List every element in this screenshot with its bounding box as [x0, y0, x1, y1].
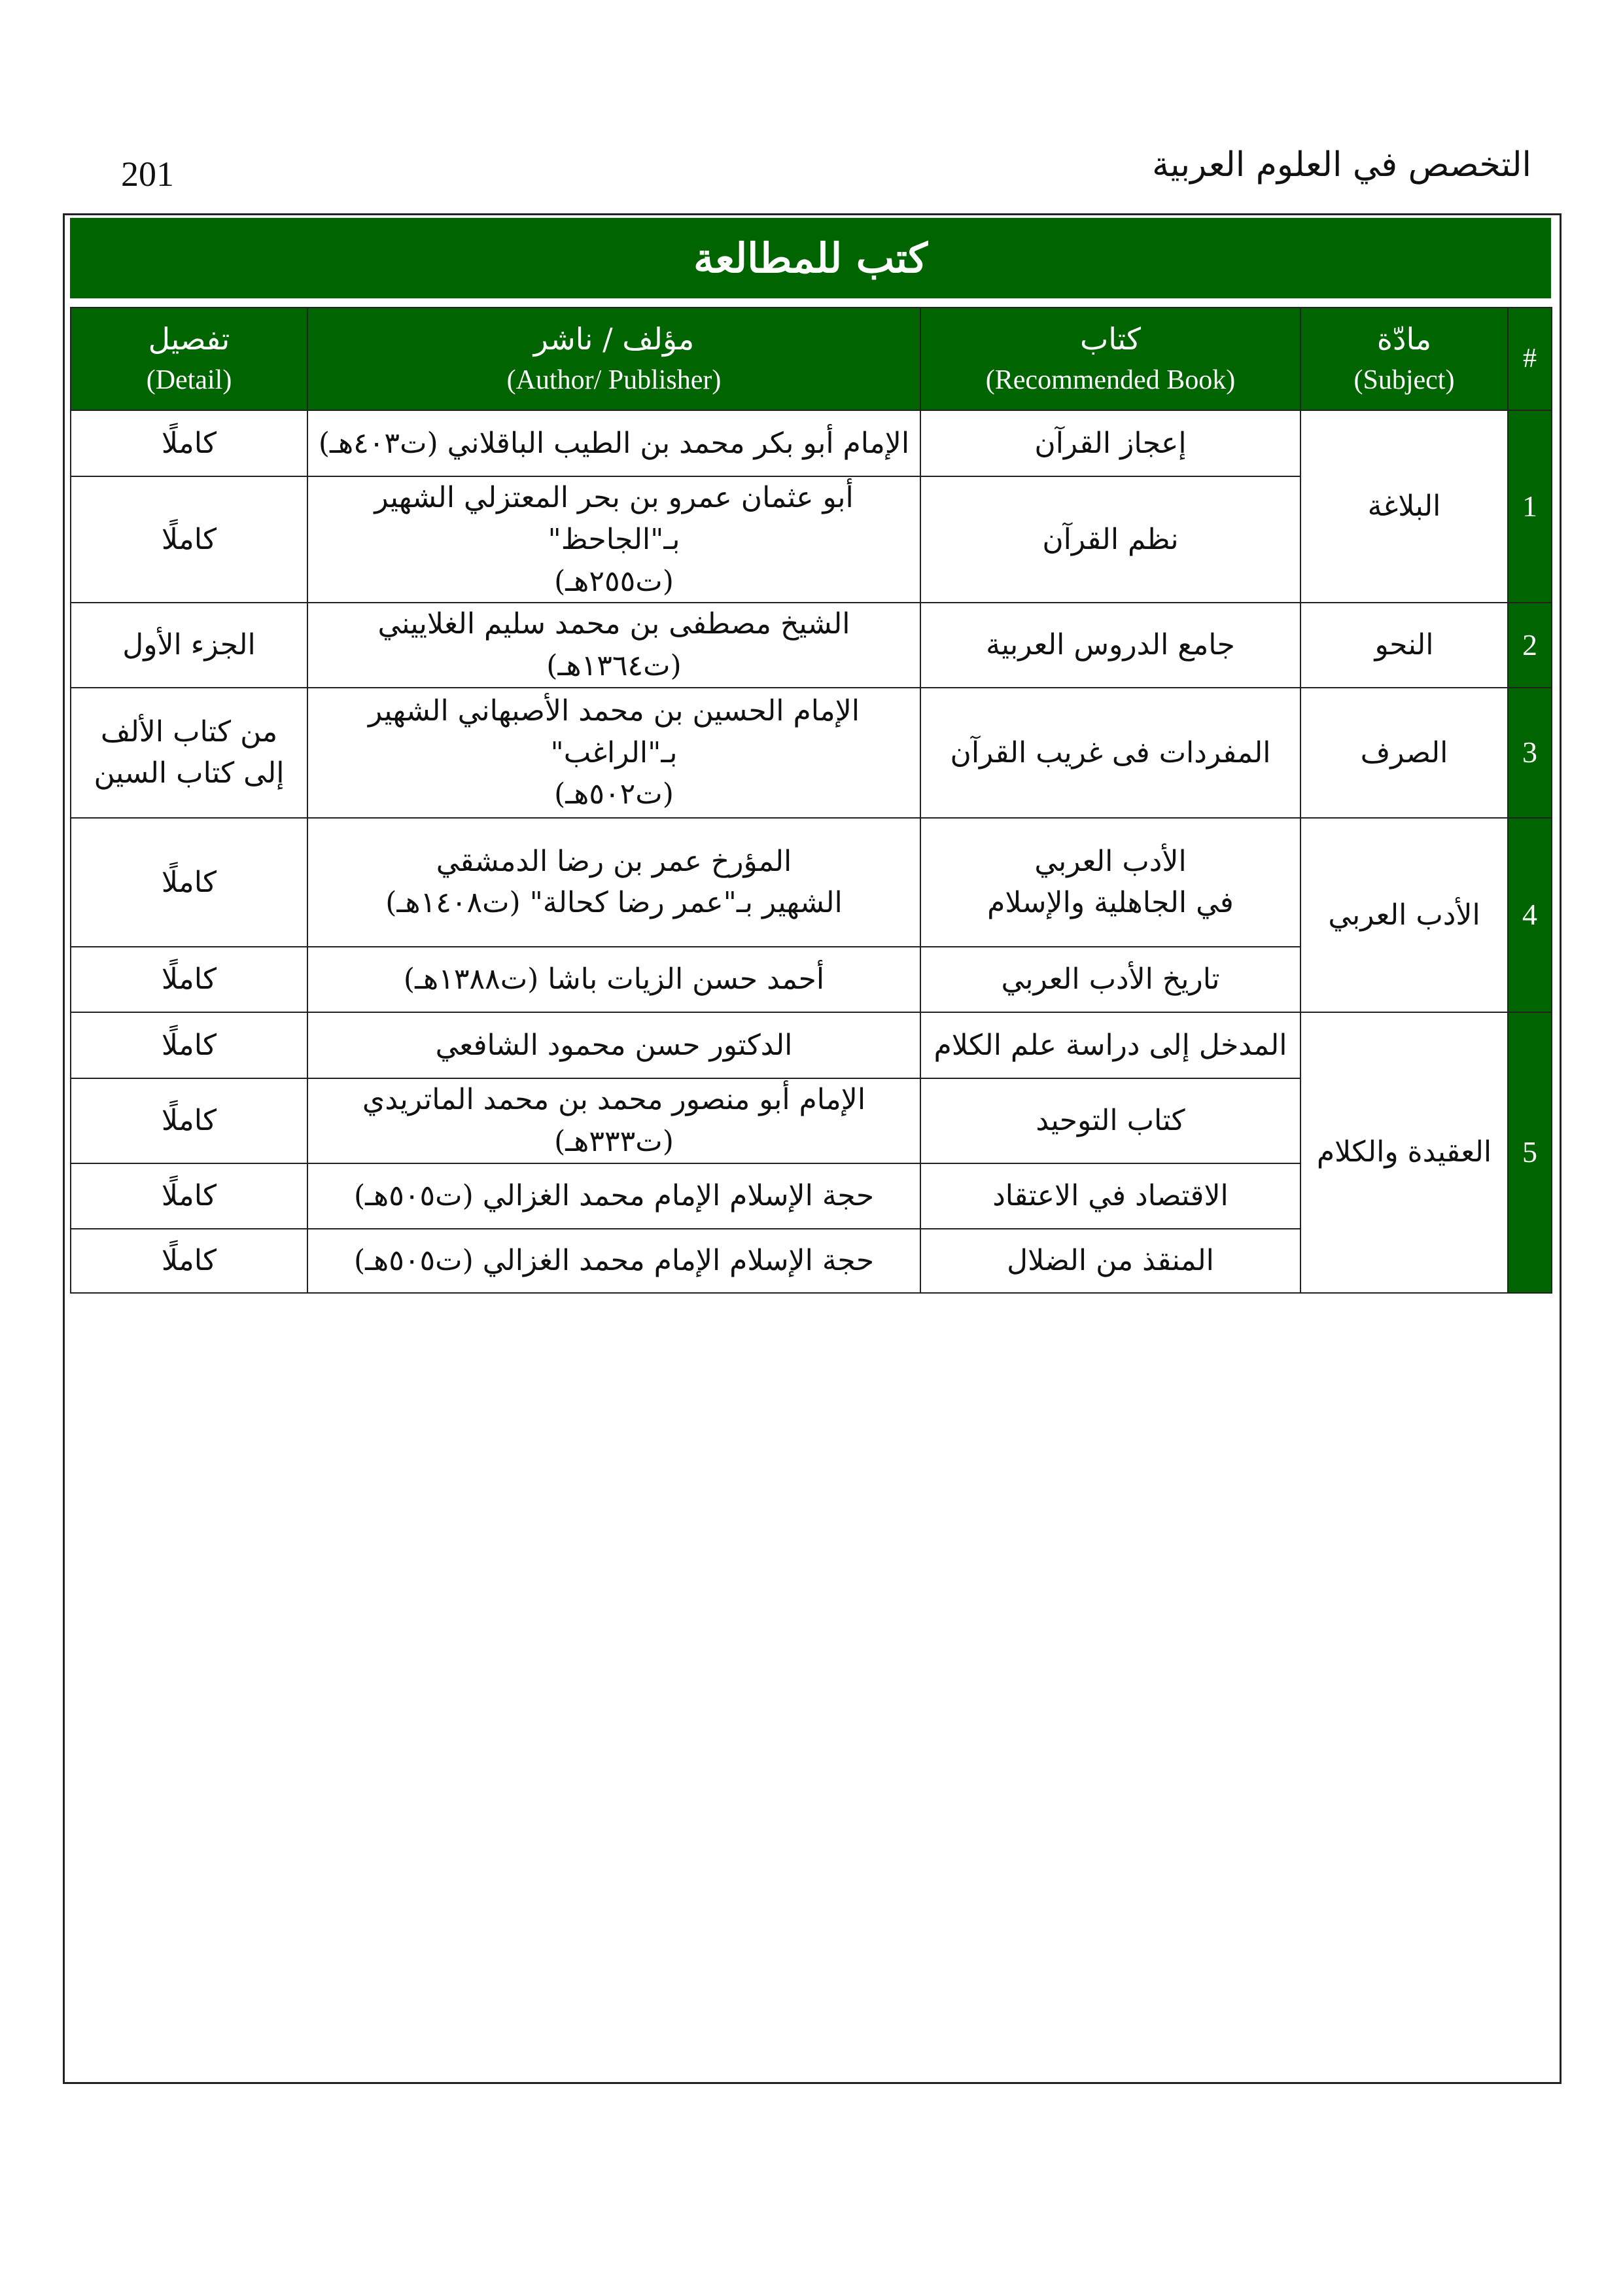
- header-book: كتاب (Recommended Book): [920, 308, 1300, 410]
- book-cell: [920, 603, 1300, 688]
- row-number: 2: [1508, 603, 1552, 688]
- detail-line: كاملًا: [161, 522, 217, 556]
- header-subject: مادّة (Subject): [1300, 308, 1508, 410]
- book-line: المدخل إلى دراسة علم الكلام: [934, 1028, 1287, 1062]
- detail-cell: [71, 410, 307, 476]
- detail-cell: [71, 476, 307, 603]
- book-line: الاقتصاد في الاعتقاد: [992, 1178, 1229, 1212]
- book-cell: [920, 476, 1300, 603]
- detail-line: كاملًا: [161, 865, 217, 899]
- book-line: المنقذ من الضلال: [1007, 1243, 1214, 1277]
- book-line: المفردات فى غريب القرآن: [950, 735, 1271, 769]
- author-line: الإمام أبو بكر محمد بن الطيب الباقلاني (ت٤٠٣هـ): [318, 426, 910, 460]
- book-line: تاريخ الأدب العربي: [1001, 963, 1220, 997]
- table-row: [71, 688, 1552, 818]
- detail-cell: [71, 1163, 307, 1229]
- author-cell: [307, 688, 920, 818]
- header-num: #: [1508, 308, 1552, 410]
- row-number: 4: [1508, 818, 1552, 1012]
- author-line: أحمد حسن الزيات باشا (ت١٣٨٨هـ): [403, 963, 825, 997]
- detail-line: كاملًا: [161, 1243, 217, 1277]
- book-line: نظم القرآن: [1042, 522, 1179, 556]
- author-line: الدكتور حسن محمود الشافعي: [435, 1028, 793, 1062]
- author-line: الشهير بـ"عمر رضا كحالة" (ت١٤٠٨هـ): [385, 886, 843, 920]
- detail-cell: [71, 818, 307, 947]
- subject-cell: البلاغة: [1300, 410, 1508, 603]
- author-cell: [307, 1012, 920, 1078]
- author-line: المؤرخ عمر بن رضا الدمشقي: [436, 844, 792, 878]
- book-line: في الجاهلية والإسلام: [987, 886, 1234, 920]
- detail-cell: [71, 1229, 307, 1293]
- detail-line: كاملًا: [161, 1028, 217, 1062]
- book-line: الأدب العربي: [1034, 844, 1187, 878]
- book-cell: [920, 1078, 1300, 1163]
- detail-cell: [71, 1078, 307, 1163]
- author-line: الشيخ مصطفى بن محمد سليم الغلاييني (ت١٣٦٤هـ): [377, 607, 850, 683]
- table-row: [71, 410, 1552, 476]
- book-cell: [920, 1012, 1300, 1078]
- detail-line: كاملًا: [161, 1178, 217, 1212]
- detail-cell: [71, 947, 307, 1012]
- row-number: 5: [1508, 1012, 1552, 1293]
- header-author: مؤلف / ناشر (Author/ Publisher): [307, 308, 920, 410]
- author-line: الإمام أبو منصور محمد بن محمد الماتريدي (ت٣٣٣هـ): [362, 1082, 866, 1158]
- section-title: كتب للمطالعة: [70, 218, 1551, 298]
- author-line: حجة الإسلام الإمام محمد الغزالي (ت٥٠٥هـ): [353, 1243, 875, 1277]
- detail-line: كاملًا: [161, 1103, 217, 1137]
- detail-cell: [71, 1012, 307, 1078]
- book-line: جامع الدروس العربية: [986, 628, 1235, 662]
- author-cell: [307, 1229, 920, 1293]
- book-cell: [920, 818, 1300, 947]
- author-line: (ت٥٠٢هـ): [554, 777, 674, 811]
- author-line: (ت٢٥٥هـ): [554, 564, 674, 598]
- author-cell: [307, 1078, 920, 1163]
- header-detail: تفصيل (Detail): [71, 308, 307, 410]
- detail-cell: [71, 688, 307, 818]
- reading-books-table: [70, 307, 1552, 1294]
- detail-line: كاملًا: [161, 963, 217, 997]
- row-number: 3: [1508, 688, 1552, 818]
- subject-cell: الأدب العربي: [1300, 818, 1508, 1012]
- detail-line: كاملًا: [161, 426, 217, 460]
- detail-line: الجزء الأول: [122, 628, 256, 662]
- row-number: 1: [1508, 410, 1552, 603]
- author-cell: [307, 410, 920, 476]
- table-header-row: [71, 308, 1552, 410]
- author-cell: [307, 947, 920, 1012]
- book-cell: [920, 1163, 1300, 1229]
- subject-cell: الصرف: [1300, 688, 1508, 818]
- author-line: حجة الإسلام الإمام محمد الغزالي (ت٥٠٥هـ): [353, 1178, 875, 1212]
- author-cell: [307, 476, 920, 603]
- book-cell: [920, 947, 1300, 1012]
- table-row: [71, 818, 1552, 947]
- book-cell: [920, 1229, 1300, 1293]
- running-head: التخصص في العلوم العربية: [1152, 145, 1531, 185]
- author-cell: [307, 818, 920, 947]
- detail-line: من كتاب الألف: [100, 715, 278, 749]
- book-line: إعجاز القرآن: [1034, 426, 1187, 460]
- table-row: [71, 603, 1552, 688]
- detail-line: إلى كتاب السين: [94, 756, 285, 790]
- book-line: كتاب التوحيد: [1036, 1103, 1185, 1137]
- detail-cell: [71, 603, 307, 688]
- table-row: [71, 1012, 1552, 1078]
- author-line: الإمام الحسين بن محمد الأصبهاني الشهير بـ"الراغب": [368, 694, 860, 769]
- book-cell: [920, 688, 1300, 818]
- book-cell: [920, 410, 1300, 476]
- author-cell: [307, 1163, 920, 1229]
- subject-cell: النحو: [1300, 603, 1508, 688]
- page-number: 201: [121, 154, 174, 194]
- subject-cell: العقيدة والكلام: [1300, 1012, 1508, 1293]
- author-line: أبو عثمان عمرو بن بحر المعتزلي الشهير بـ"الجاحظ": [374, 481, 854, 556]
- author-cell: [307, 603, 920, 688]
